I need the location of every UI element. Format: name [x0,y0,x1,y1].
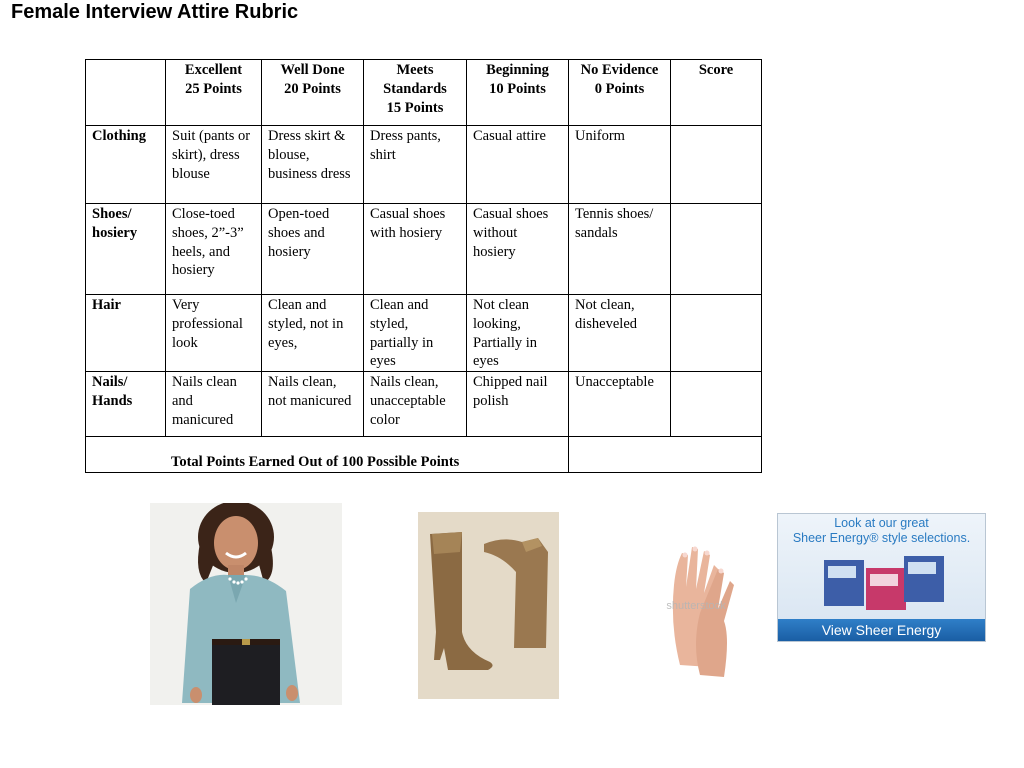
page-title: Female Interview Attire Rubric [11,1,299,23]
cell: Tennis shoes/ sandals [569,204,671,295]
cell: Chipped nail polish [467,372,569,437]
table-row [86,126,762,204]
cell: Casual attire [467,126,569,204]
score-cell[interactable] [671,295,762,372]
header-excellent: Excellent 25 Points [166,60,262,126]
cell: Unacceptable [569,372,671,437]
table-row [86,372,762,437]
ad-headline-line2: Sheer Energy® style selections. [792,531,971,545]
rubric-table [85,59,762,473]
cell: Not clean, disheveled [569,295,671,372]
header-corner [86,60,166,126]
cell: Nails clean and manicured [166,372,262,437]
cell: Casual shoes with hosiery [364,204,467,295]
cell: Dress skirt & blouse, business dress [262,126,364,204]
score-cell[interactable] [671,372,762,437]
woman-in-professional-blouse-photo [150,503,342,705]
score-cell[interactable] [671,204,762,295]
table-row [86,295,762,372]
header-meets-standards: Meets Standards 15 Points [364,60,467,126]
cell: Clean and styled, partially in eyes [364,295,467,372]
row-label-nails-hands: Nails/ Hands [86,372,166,437]
cell: Nails clean, not manicured [262,372,364,437]
watermark-text: shutterstock [666,600,726,612]
cell: Clean and styled, not in eyes, [262,295,364,372]
cell: Close-toed shoes, 2”-3” heels, and hosiery [166,204,262,295]
score-cell[interactable] [671,126,762,204]
sheer-energy-ad[interactable] [777,513,986,642]
header-score: Score [671,60,762,126]
cell: Uniform [569,126,671,204]
cell: Open-toed shoes and hosiery [262,204,364,295]
header-well-done: Well Done 20 Points [262,60,364,126]
total-label: Total Points Earned Out of 100 Possible Points [86,437,569,473]
row-label-hair: Hair [86,295,166,372]
row-label-clothing: Clothing [86,126,166,204]
knee-high-boots-photo [418,512,559,699]
table-row [86,204,762,295]
cell: Nails clean, unacceptable color [364,372,467,437]
cell: Dress pants, shirt [364,126,467,204]
cell: Suit (pants or skirt), dress blouse [166,126,262,204]
ad-headline-line1: Look at our great [834,516,929,530]
total-row [86,437,762,473]
cell: Very professional look [166,295,262,372]
header-row [86,60,762,126]
header-beginning: Beginning 10 Points [467,60,569,126]
ad-headline [778,516,985,546]
view-sheer-energy-button[interactable]: View Sheer Energy [778,619,985,641]
header-no-evidence: No Evidence 0 Points [569,60,671,126]
hosiery-packages-illustration [778,550,986,622]
hands-illustration [640,525,752,693]
woman-illustration [150,503,342,705]
total-score-cell[interactable] [569,437,762,473]
row-label-shoes-hosiery: Shoes/ hosiery [86,204,166,295]
manicured-hands-photo [640,525,752,693]
boots-illustration [418,512,559,699]
cell: Not clean looking, Partially in eyes [467,295,569,372]
cell: Casual shoes without hosiery [467,204,569,295]
